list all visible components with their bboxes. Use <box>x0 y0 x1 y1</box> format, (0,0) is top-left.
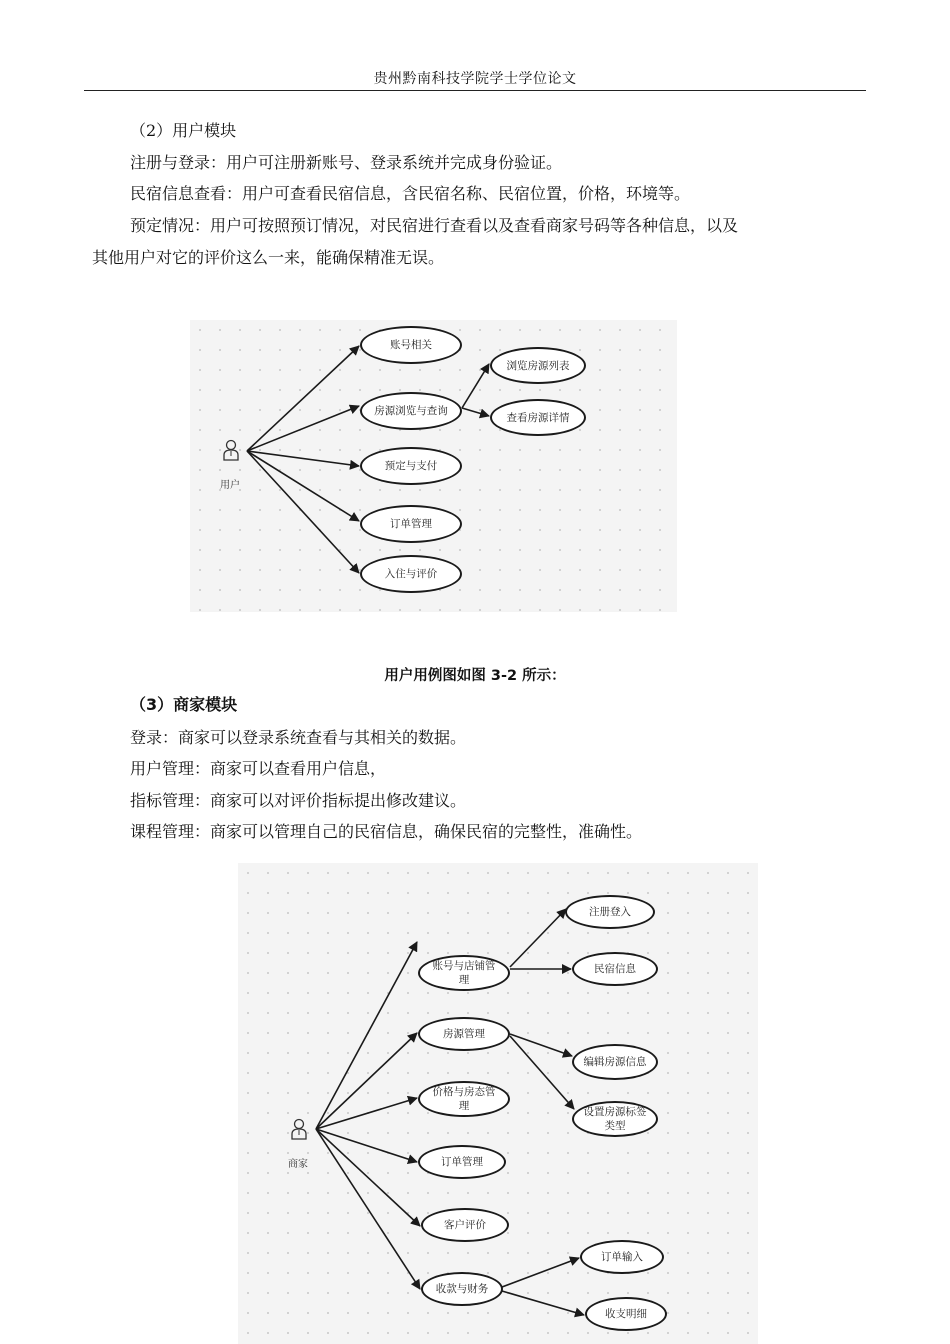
edge-rooms-tags <box>510 1036 574 1109</box>
edge-rooms-edit <box>510 1034 572 1056</box>
node-order-input: 订单输入 <box>580 1240 664 1274</box>
node-checkin: 入住与评价 <box>360 555 462 593</box>
node-booking: 预定与支付 <box>360 447 462 485</box>
node-browse-list: 浏览房源列表 <box>490 347 586 384</box>
node-reviews: 客户评价 <box>421 1208 509 1242</box>
edge-merchant-payments <box>316 1129 420 1289</box>
node-rooms: 房源管理 <box>418 1017 510 1051</box>
edge-merchant-rooms <box>316 1033 417 1129</box>
node-account-shop: 账号与店铺管理 <box>418 955 510 991</box>
figure-caption-user: 用户用例图如图 3-2 所示： <box>384 668 566 684</box>
paragraph-booking-line2: 其他用户对它的评价这么一来，能确保精准无误。 <box>92 248 445 267</box>
user-actor-icon <box>222 439 240 461</box>
header-rule <box>84 90 866 91</box>
edge-user-browse <box>247 406 359 451</box>
node-bnb-info: 民宿信息 <box>572 952 658 986</box>
merchant-actor-label: 商家 <box>288 1159 308 1170</box>
node-orders: 订单管理 <box>360 505 462 543</box>
node-register-login: 注册登入 <box>565 895 655 929</box>
node-ledger: 收支明细 <box>585 1297 667 1331</box>
paragraph-merchant-login: 登录：商家可以登录系统查看与其相关的数据。 <box>130 728 467 747</box>
paragraph-register-login: 注册与登录：用户可注册新账号、登录系统并完成身份验证。 <box>130 153 563 172</box>
paragraph-course-management: 课程管理：商家可以管理自己的民宿信息，确保民宿的完整性，准确性。 <box>130 822 643 841</box>
edge-user-booking <box>247 451 359 466</box>
node-edit-room: 编辑房源信息 <box>572 1044 658 1080</box>
node-price-status: 价格与房态管理 <box>418 1081 510 1117</box>
edge-user-account <box>247 346 359 451</box>
paragraph-bnb-info: 民宿信息查看：用户可查看民宿信息，含民宿名称、民宿位置，价格，环境等。 <box>130 184 691 203</box>
node-payments: 收款与财务 <box>421 1272 503 1306</box>
paragraph-booking-line1: 预定情况：用户可按照预订情况，对民宿进行查看以及查看商家号码等各种信息，以及 <box>130 216 739 235</box>
edge-browse-list <box>462 364 489 408</box>
node-room-tags: 设置房源标签类型 <box>572 1101 658 1137</box>
section-heading-user: （2）用户模块 <box>130 121 237 140</box>
section-heading-merchant: （3）商家模块 <box>130 695 238 714</box>
user-actor-label: 用户 <box>220 480 240 491</box>
paragraph-metric-management: 指标管理：商家可以对评价指标提出修改建议。 <box>130 791 467 810</box>
edge-browse-detail <box>462 408 489 416</box>
edge-user-orders <box>247 451 359 521</box>
edge-merchant-account-shop <box>316 942 417 1129</box>
paragraph-user-management: 用户管理：商家可以查看用户信息， <box>130 759 387 778</box>
merchant-actor-icon <box>290 1118 308 1140</box>
edge-merchant-orders <box>316 1129 417 1162</box>
node-account: 账号相关 <box>360 326 462 364</box>
edge-account-register <box>510 909 566 967</box>
page-header: 贵州黔南科技学院学士学位论文 <box>373 71 577 87</box>
node-orders: 订单管理 <box>418 1145 506 1179</box>
merchant-use-case-diagram <box>238 863 758 1344</box>
edge-payments-ledger <box>502 1291 584 1315</box>
node-browse: 房源浏览与查询 <box>360 392 462 430</box>
user-use-case-diagram <box>190 320 677 612</box>
node-browse-detail: 查看房源详情 <box>490 399 586 436</box>
edge-payments-order-input <box>502 1258 579 1287</box>
edge-user-checkin <box>247 451 359 573</box>
edge-merchant-reviews <box>316 1129 420 1226</box>
